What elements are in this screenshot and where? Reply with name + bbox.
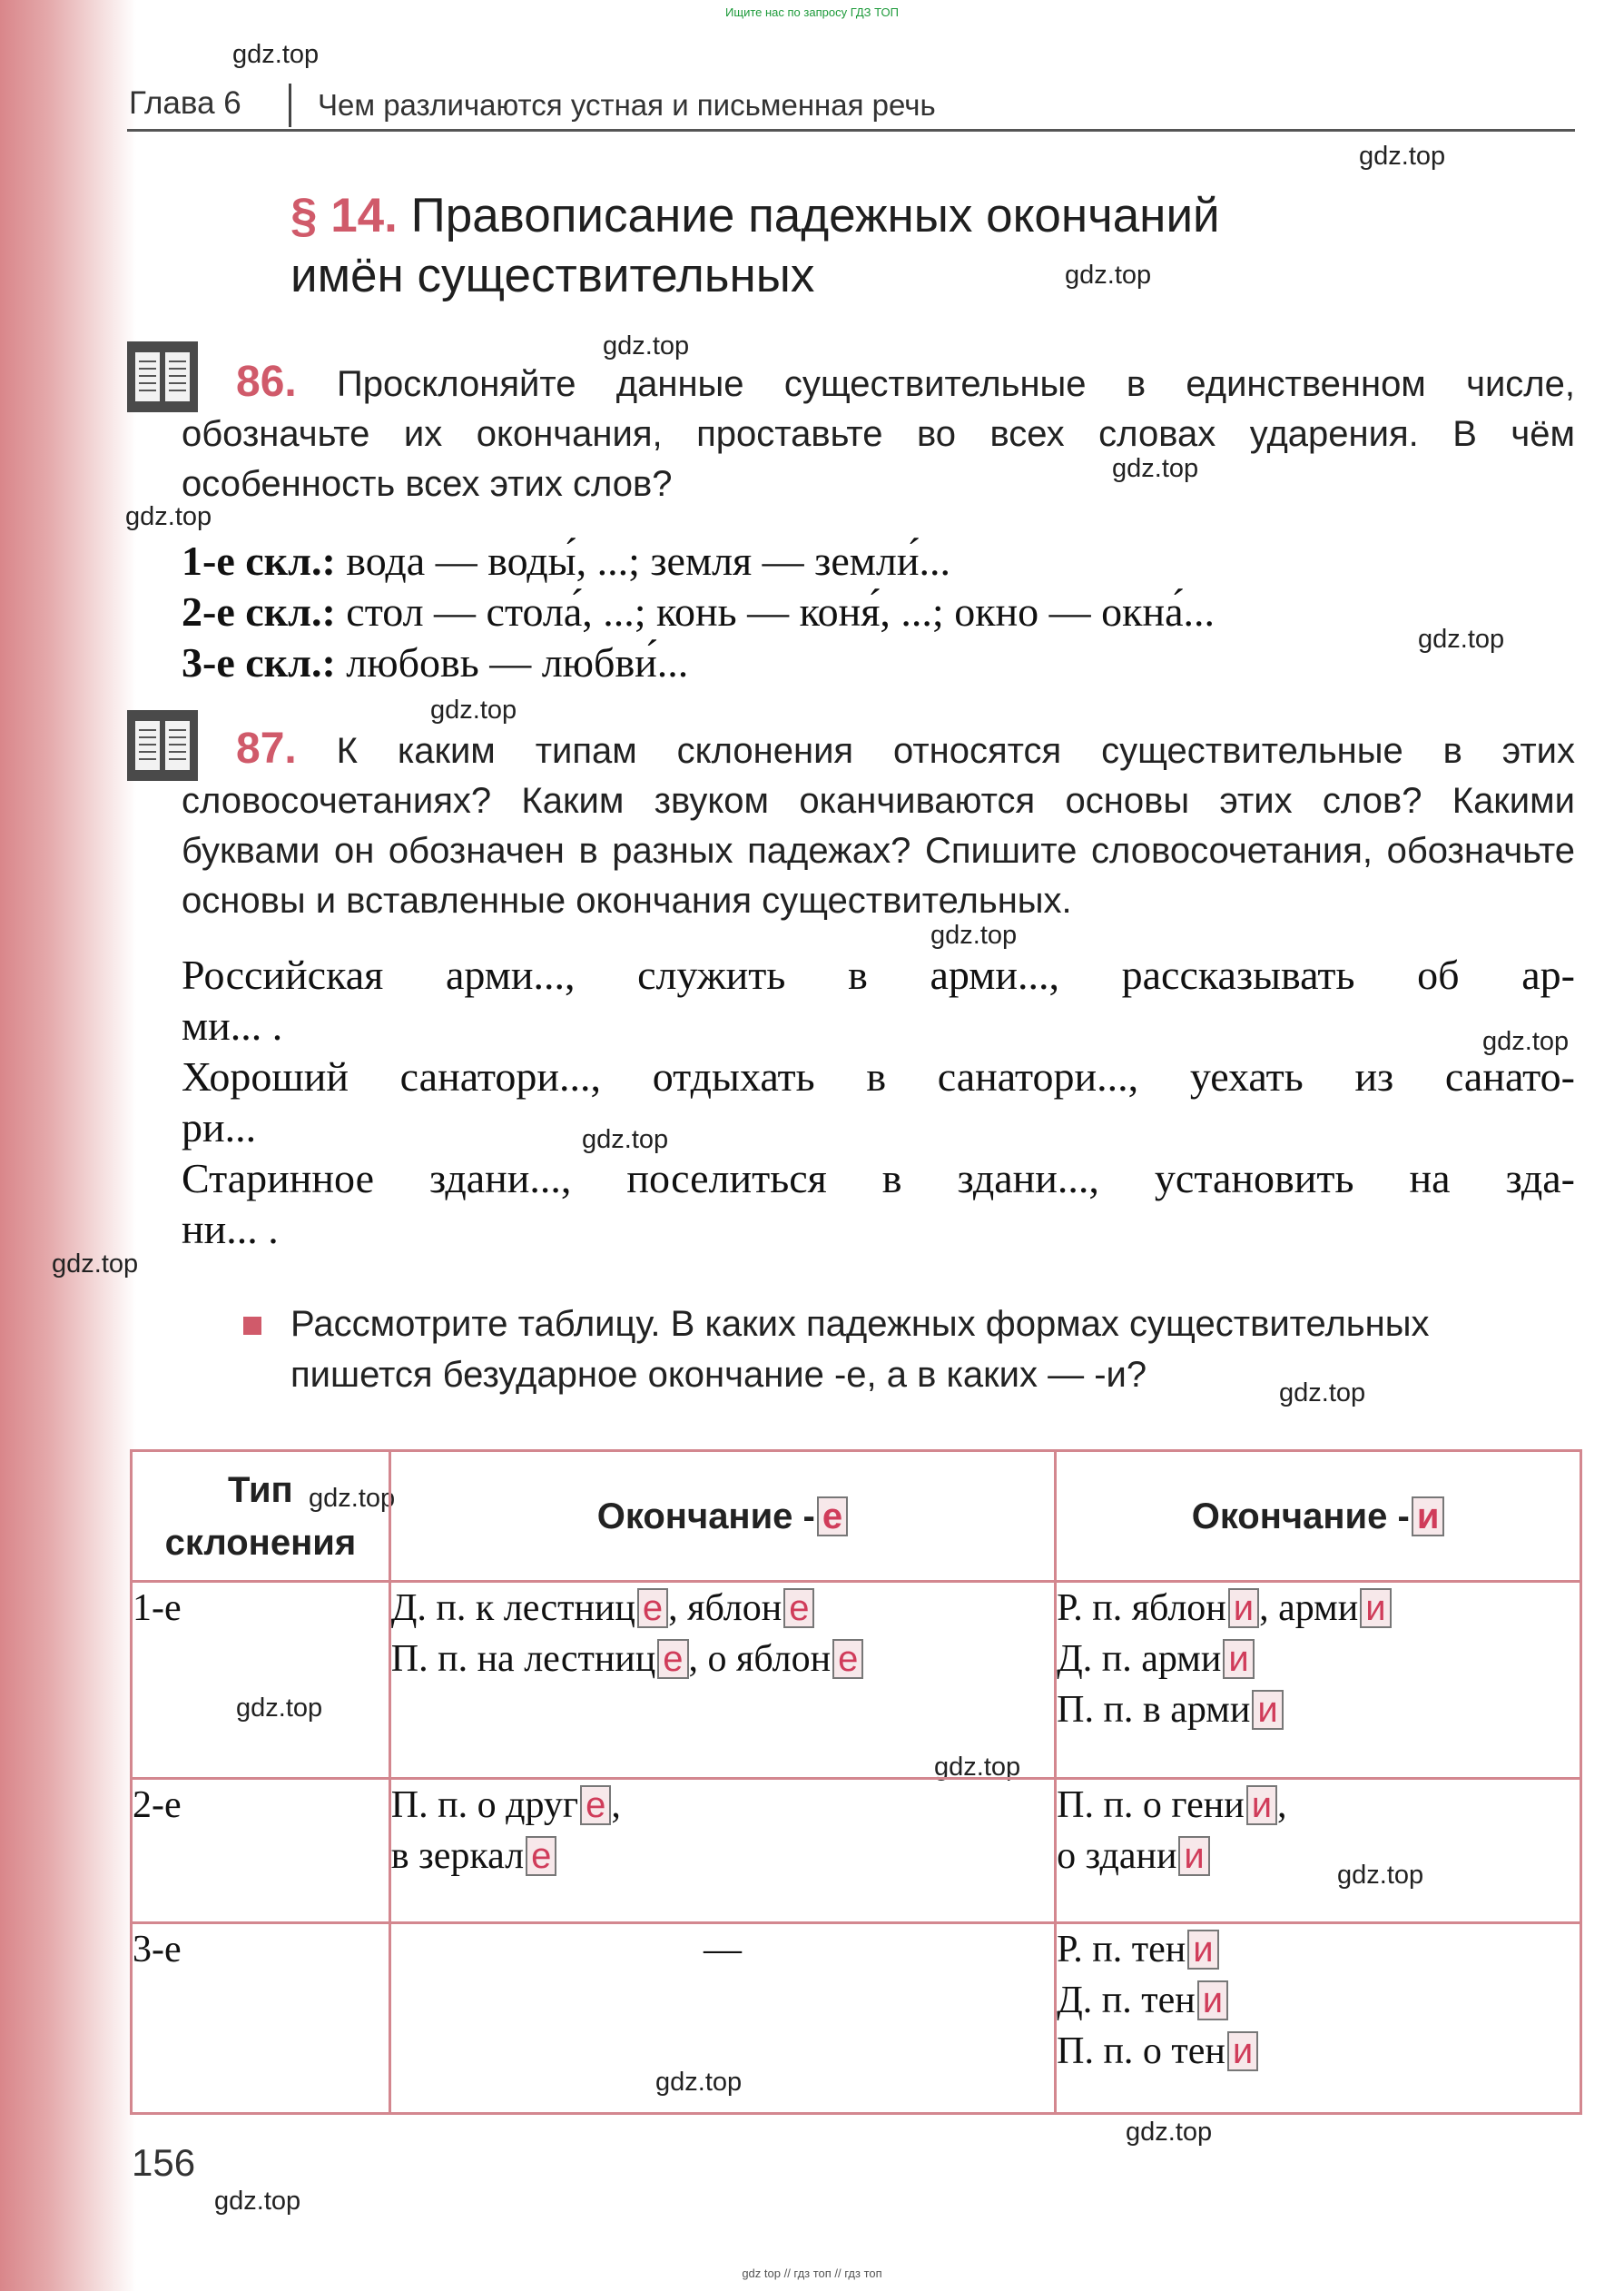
example-line: 2-е скл.: стол — стола́, ...; конь — коня́, ...; окно — окна́...	[182, 588, 1216, 635]
table-row	[132, 1779, 1581, 1923]
exercise-87-number: 87.	[236, 725, 297, 773]
exercise-87-phrases	[182, 950, 1575, 1255]
ending-e-cell	[389, 1779, 1055, 1923]
watermark: gdz.top	[1126, 2118, 1213, 2147]
table-row	[132, 1923, 1581, 2114]
phrase-line: ми... .	[182, 1002, 283, 1049]
table-question: Рассмотрите таблицу. В каких падежных формах существительных пишется безударное окончание -е, а в каких — -и?	[290, 1304, 1430, 1395]
paragraph-heading	[290, 186, 1220, 306]
watermark: gdz.top	[1065, 261, 1152, 290]
example-form: в зеркал е	[391, 1831, 1054, 1881]
example-form: П. п. о гени и ,	[1057, 1784, 1287, 1826]
header-ending-e: Окончание - е	[389, 1451, 1055, 1582]
page-number: 156	[132, 2141, 196, 2184]
ending-i-cell	[1056, 1923, 1581, 2114]
watermark: gdz.top	[125, 502, 212, 531]
watermark: gdz.top	[1337, 1861, 1424, 1890]
watermark: gdz.top	[934, 1753, 1021, 1782]
exercise-86-number: 86.	[236, 358, 297, 406]
declension-table	[130, 1449, 1582, 2115]
exercise-86-task	[182, 357, 1575, 509]
empty-dash: —	[703, 1929, 742, 1970]
watermark: gdz.top	[1482, 1027, 1570, 1056]
watermark: gdz.top	[52, 1249, 139, 1279]
watermark: gdz.top	[1418, 625, 1505, 654]
watermark: gdz.top	[603, 331, 690, 360]
ending-e-cell	[389, 1582, 1055, 1779]
example-line: 1-е скл.: вода — воды́, ...; земля — земли́...	[182, 538, 950, 584]
header-ending-i: Окончание - и	[1056, 1451, 1581, 1582]
watermark: gdz.top	[1112, 454, 1199, 483]
running-header	[127, 84, 1575, 132]
declension-type: 3-е	[132, 1923, 390, 2114]
phrase-line: Хороший санатори..., отдыхать в санатори..., уехать из санато-	[182, 1053, 1575, 1100]
watermark: gdz.top	[232, 40, 320, 69]
table-row	[132, 1582, 1581, 1779]
ending-i-cell	[1056, 1779, 1581, 1923]
phrase-line: ри...	[182, 1104, 257, 1150]
table-header-row	[132, 1451, 1581, 1582]
watermark: gdz.top	[1279, 1378, 1366, 1407]
running-title: Чем различаются устная и письменная речь	[318, 88, 936, 122]
book-spine-shading	[0, 0, 139, 2291]
paragraph-title-line1: Правописание падежных окончаний	[410, 189, 1220, 242]
paragraph-title-line2: имён существительных	[290, 249, 815, 302]
watermark: gdz.top	[1359, 142, 1446, 171]
phrase-line: Старинное здани..., поселиться в здани..., установить на зда-	[182, 1155, 1575, 1201]
exercise-86-examples	[182, 536, 1575, 688]
example-form: П. п. на лестниц е , о яблон е	[391, 1634, 1054, 1684]
ending-e-cell	[389, 1923, 1055, 2114]
example-form: П. п. о друг е ,	[390, 1784, 621, 1826]
paragraph-number: § 14.	[290, 189, 398, 242]
phrase-line: Российская арми..., служить в арми..., рассказывать об ар-	[182, 952, 1575, 998]
bottom-note: gdz top // гдз топ // гдз топ	[742, 2266, 882, 2280]
chapter-label: Глава 6	[129, 85, 241, 121]
declension-type: 1-е	[132, 1582, 390, 1779]
example-form: Д. п. арми и	[1057, 1634, 1580, 1684]
top-note: Ищите нас по запросу ГДЗ ТОП	[725, 5, 899, 19]
watermark: gdz.top	[214, 2187, 301, 2216]
watermark: gdz.top	[930, 921, 1018, 950]
exercise-86-text: Просклоняйте данные существительные в единственном числе, обозначьте их окончания, проставьте во всех словах ударения. В чём особенность всех этих слов?	[182, 364, 1575, 504]
phrase-line: ни... .	[182, 1206, 279, 1252]
declension-type: 2-е	[132, 1779, 390, 1923]
watermark: gdz.top	[655, 2068, 743, 2097]
example-line: 3-е скл.: любовь — любви́...	[182, 639, 689, 686]
exercise-87-task	[182, 724, 1575, 926]
example-form: Р. п. тен и	[1057, 1924, 1580, 1975]
ending-i-cell	[1056, 1582, 1581, 1779]
bullet-marker	[243, 1317, 261, 1335]
watermark: gdz.top	[309, 1484, 396, 1513]
example-form: Д. п. к лестниц е , яблон е	[391, 1583, 1054, 1634]
watermark: gdz.top	[430, 696, 517, 725]
exercise-87-text: К каким типам склонения относятся существительные в этих словосочетаниях? Каким звуком оканчиваются основы этих слов? Какими буквами он обозначен в разных падежах? Спишите словосочетания, обозначьте основы и вставленные окончания существительных.	[182, 731, 1575, 921]
header-type: Тип склонения	[132, 1451, 390, 1582]
watermark: gdz.top	[236, 1694, 323, 1723]
example-form: Р. п. яблон и , арми и	[1057, 1583, 1580, 1634]
example-form: П. п. о тен и	[1057, 2026, 1580, 2077]
example-form: о здани и	[1057, 1831, 1580, 1881]
watermark: gdz.top	[582, 1125, 669, 1154]
example-form: П. п. в арми и	[1057, 1684, 1580, 1735]
header-separator	[289, 84, 291, 127]
example-form: Д. п. тен и	[1057, 1975, 1580, 2026]
